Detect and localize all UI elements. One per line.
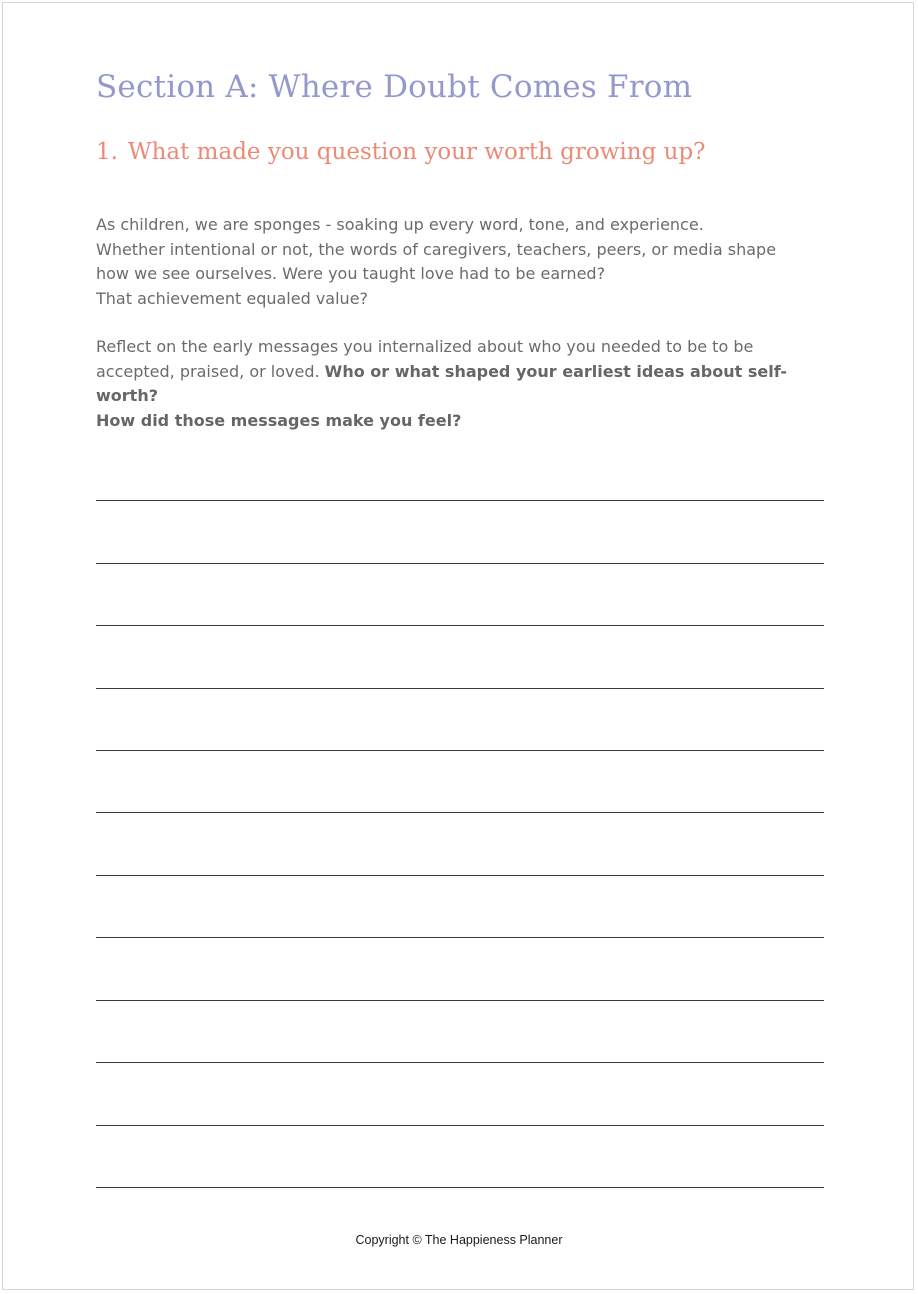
intro-line-2: Whether intentional or not, the words of caregivers, teachers, peers, or media shape [96, 239, 777, 259]
writing-line[interactable] [96, 1125, 824, 1126]
copyright-footer: Copyright © The Happieness Planner [355, 1233, 563, 1247]
writing-line[interactable] [96, 563, 824, 564]
writing-line[interactable] [96, 875, 824, 876]
question-text: What made you question your worth growing up? [127, 139, 706, 165]
writing-line[interactable] [96, 688, 824, 689]
worksheet-page [2, 2, 914, 1290]
intro-line-4: That achievement equaled value? [96, 288, 369, 308]
writing-line[interactable] [96, 1187, 824, 1188]
intro-paragraph [96, 213, 816, 311]
intro-line-1: As children, we are sponges - soaking up every word, tone, and experience. [96, 215, 704, 234]
prompt-text [96, 213, 816, 433]
question-number: 1. [96, 139, 118, 165]
writing-line[interactable] [96, 500, 824, 501]
section-title: Section A: Where Doubt Comes From [96, 69, 693, 105]
reflection-lead: Reflect on the early messages you internalized about who you needed to be to be accepted, praised, or loved. [96, 337, 754, 381]
reflection-question-1: Who or what shaped your earliest ideas about self-worth? [96, 361, 788, 405]
writing-line[interactable] [96, 625, 824, 626]
writing-line[interactable] [96, 812, 824, 813]
writing-line[interactable] [96, 1062, 824, 1063]
intro-line-3: how we see ourselves. Were you taught love had to be earned? [96, 264, 606, 283]
question-heading [96, 139, 706, 165]
reflection-question-2: How did those messages make you feel? [96, 410, 462, 430]
writing-line[interactable] [96, 750, 824, 751]
writing-line[interactable] [96, 1000, 824, 1001]
writing-line[interactable] [96, 937, 824, 938]
reflection-paragraph [96, 335, 816, 433]
